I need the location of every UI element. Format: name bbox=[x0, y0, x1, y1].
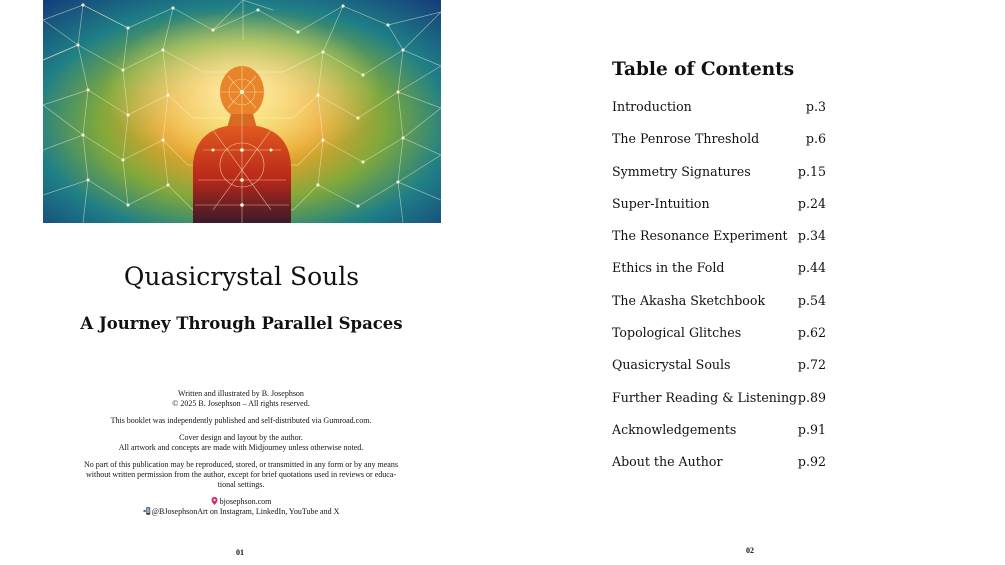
toc-entry[interactable] bbox=[612, 422, 826, 454]
toc-entry[interactable] bbox=[612, 293, 826, 325]
toc-entry[interactable] bbox=[612, 228, 826, 260]
contact-info bbox=[62, 497, 420, 517]
toc-entry-title: About the Author bbox=[612, 454, 723, 470]
rights-line: without written permission from the author, except for brief quotations used in reviews or educa- bbox=[85, 470, 397, 479]
toc-entry-title: Introduction bbox=[612, 99, 692, 114]
design-line: Cover design and layout by the author. bbox=[179, 433, 303, 442]
design-note bbox=[62, 433, 420, 453]
cover-image bbox=[43, 0, 441, 223]
contents-page bbox=[503, 0, 1005, 565]
phone-icon bbox=[143, 507, 151, 515]
toc-entry-title: Quasicrystal Souls bbox=[612, 357, 731, 373]
imprint-block bbox=[62, 389, 420, 517]
page-number: 01 bbox=[236, 548, 244, 557]
toc-entry[interactable] bbox=[612, 164, 826, 196]
artwork-line: All artwork and concepts are made with Midjourney unless otherwise noted. bbox=[118, 443, 364, 452]
social-handle: @BJosephsonArt on Instagram, LinkedIn, YouTube and X bbox=[151, 507, 340, 516]
toc-entry-page: p.44 bbox=[797, 260, 826, 276]
toc-list bbox=[612, 99, 826, 487]
toc-entry-page: p.91 bbox=[797, 421, 826, 437]
toc-entry-title: The Penrose Threshold bbox=[612, 131, 760, 147]
toc-entry-page: p.3 bbox=[805, 99, 826, 114]
toc-entry[interactable] bbox=[612, 196, 826, 228]
toc-entry-title: Super-Intuition bbox=[612, 195, 710, 211]
toc-entry[interactable] bbox=[612, 131, 826, 163]
book-subtitle: A Journey Through Parallel Spaces bbox=[80, 314, 403, 333]
toc-entry-title: Acknowledgements bbox=[612, 421, 737, 437]
toc-entry-page: p.54 bbox=[797, 292, 826, 308]
toc-entry-title: Ethics in the Fold bbox=[612, 260, 725, 276]
toc-entry-page: p.92 bbox=[797, 454, 826, 470]
toc-entry-page: p.24 bbox=[797, 195, 826, 211]
toc-entry-page: p.15 bbox=[797, 163, 826, 179]
rights-notice bbox=[62, 460, 420, 490]
toc-entry[interactable] bbox=[612, 99, 826, 131]
toc-entry-title: Symmetry Signatures bbox=[612, 163, 751, 179]
rights-line: tional settings. bbox=[217, 480, 265, 489]
publication-line: This booklet was independently published and self-distributed via Gumroad.com. bbox=[110, 416, 372, 425]
toc-entry-page: p.34 bbox=[797, 228, 826, 244]
toc-entry-page: p.6 bbox=[805, 131, 826, 147]
toc-entry[interactable] bbox=[612, 454, 826, 486]
toc-entry[interactable] bbox=[612, 390, 826, 422]
toc-entry-title: The Resonance Experiment bbox=[612, 228, 788, 244]
toc-entry-page: p.72 bbox=[797, 357, 826, 373]
pin-icon bbox=[211, 497, 218, 505]
copyright-line: © 2025 B. Josephson – All rights reserved. bbox=[172, 399, 310, 408]
website-line bbox=[62, 497, 420, 507]
book-title: Quasicrystal Souls bbox=[123, 262, 360, 291]
rights-line: No part of this publication may be reproduced, stored, or transmitted in any form or by any means bbox=[84, 460, 398, 469]
toc-entry[interactable] bbox=[612, 357, 826, 389]
social-line bbox=[62, 507, 420, 517]
toc-entry[interactable] bbox=[612, 325, 826, 357]
toc-entry-page: p.89 bbox=[797, 389, 826, 405]
toc-entry-title: The Akasha Sketchbook bbox=[612, 292, 766, 308]
author-credit bbox=[62, 389, 420, 409]
toc-entry[interactable] bbox=[612, 260, 826, 292]
toc-entry-page: p.62 bbox=[797, 325, 826, 341]
toc-heading: Table of Contents bbox=[612, 59, 795, 80]
credit-line: Written and illustrated by B. Josephson bbox=[178, 389, 304, 398]
cover-page bbox=[0, 0, 500, 565]
website-link[interactable]: bjosephson.com bbox=[219, 497, 272, 506]
page-number: 02 bbox=[746, 546, 754, 555]
publication-note bbox=[62, 416, 420, 426]
toc-entry-title: Topological Glitches bbox=[612, 325, 742, 341]
toc-entry-title: Further Reading & Listening bbox=[612, 389, 798, 405]
